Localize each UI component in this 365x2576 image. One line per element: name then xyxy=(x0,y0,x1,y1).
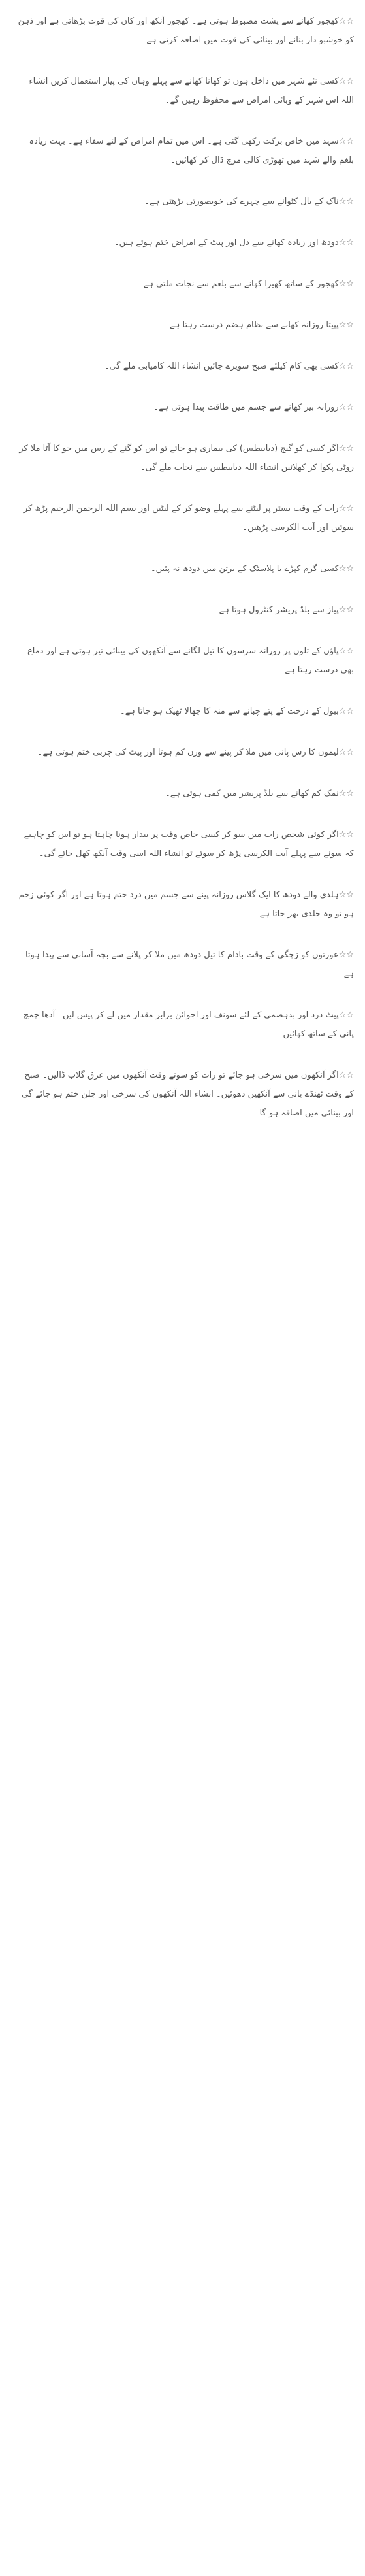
tip-text: دودھ اور زیادہ کھانے سے دل اور پیٹ کے امراض ختم ہوتے ہیں۔ xyxy=(114,238,339,248)
star-marker-icon: ☆☆ xyxy=(338,1010,354,1020)
tip-item xyxy=(15,642,354,680)
tip-text: کسی گرم کپڑے یا پلاسٹک کے برتن میں دودھ نہ پئیں۔ xyxy=(150,564,339,574)
star-marker-icon: ☆☆ xyxy=(338,320,354,330)
star-marker-icon: ☆☆ xyxy=(338,950,354,960)
tip-item xyxy=(15,192,354,211)
tip-item xyxy=(15,743,354,762)
tip-text: کسی نئے شہر میں داخل ہوں تو کھانا کھانے سے پہلے وہاں کی پیاز استعمال کریں انشاء اللہ اس شہر کے وبائی امراض سے محفوظ رہیں گے۔ xyxy=(29,76,354,105)
tip-item xyxy=(15,12,354,50)
star-marker-icon: ☆☆ xyxy=(338,564,354,574)
star-marker-icon: ☆☆ xyxy=(338,444,354,454)
tip-item xyxy=(15,1066,354,1123)
tip-text: لیموں کا رس پانی میں ملا کر پینے سے وزن کم ہوتا اور پیٹ کی چربی ختم ہوتی ہے۔ xyxy=(37,748,339,757)
tip-item xyxy=(15,946,354,983)
star-marker-icon: ☆☆ xyxy=(338,748,354,757)
tip-text: ببول کے درخت کے پتے چبانے سے منہ کا چھالا ٹھیک ہو جاتا ہے۔ xyxy=(119,706,339,716)
tip-text: پاؤں کے تلوں پر روزانہ سرسوں کا تیل لگانے سے آنکھوں کی بینائی تیز ہوتی ہے اور دماغ بھی درست رہتا ہے۔ xyxy=(27,646,354,675)
star-marker-icon: ☆☆ xyxy=(338,890,354,900)
tip-item xyxy=(15,601,354,619)
tip-item xyxy=(15,439,354,477)
tip-text: ہلدی والے دودھ کا ایک گلاس روزانہ پینے سے جسم میں درد ختم ہوتا ہے اور اگر کوئی زخم ہو تو وہ جلدی بھر جاتا ہے۔ xyxy=(18,890,354,919)
star-marker-icon: ☆☆ xyxy=(338,403,354,412)
tip-item xyxy=(15,274,354,293)
star-marker-icon: ☆☆ xyxy=(338,361,354,371)
tip-text: کھجور کھانے سے پشت مضبوط ہوتی ہے۔ کھجور آنکھ اور کان کی قوت بڑھاتی ہے اور ذہن کو خوشبو دار بنانے اور بینائی کی قوت میں اضافہ کرتی ہے xyxy=(18,16,354,45)
tip-text: پیٹ درد اور بدہضمی کے لئے سونف اور اجوائن برابر مقدار میں لے کر پیس لیں۔ آدھا چمچ پانی کے ساتھ کھائیں۔ xyxy=(23,1010,354,1039)
star-marker-icon: ☆☆ xyxy=(338,504,354,514)
star-marker-icon: ☆☆ xyxy=(338,197,354,206)
tip-item xyxy=(15,233,354,252)
star-marker-icon: ☆☆ xyxy=(338,238,354,248)
tip-item xyxy=(15,784,354,803)
tip-item xyxy=(15,72,354,110)
tip-item xyxy=(15,499,354,537)
tip-text: کھجور کے ساتھ کھیرا کھانے سے بلغم سے نجات ملتی ہے۔ xyxy=(138,279,339,289)
tip-item xyxy=(15,1006,354,1044)
star-marker-icon: ☆☆ xyxy=(338,789,354,799)
tip-text: رات کے وقت بستر پر لیٹنے سے پہلے وضو کر کے لیٹیں اور بسم اللہ الرحمن الرحیم پڑھ کر سوئیں اور آیت الکرسی پڑھیں۔ xyxy=(23,504,354,533)
tip-item xyxy=(15,825,354,863)
tip-text: روزانہ بیر کھانے سے جسم میں طاقت پیدا ہوتی ہے۔ xyxy=(153,403,339,412)
tip-text: پیاز سے بلڈ پریشر کنٹرول ہوتا ہے۔ xyxy=(214,605,339,615)
tips-list xyxy=(0,12,365,1145)
tip-text: ناک کے بال کٹوانے سے چہرے کی خوبصورتی بڑھتی ہے۔ xyxy=(144,197,339,206)
tip-text: شہد میں خاص برکت رکھی گئی ہے۔ اس میں تمام امراض کے لئے شفاء ہے۔ بہت زیادہ بلغم والے شہد میں تھوڑی کالی مرچ ڈال کر کھائیں۔ xyxy=(29,137,354,165)
tip-item xyxy=(15,702,354,721)
star-marker-icon: ☆☆ xyxy=(338,830,354,840)
tip-text: پپیتا روزانہ کھانے سے نظام ہضم درست رہتا ہے۔ xyxy=(165,320,339,330)
star-marker-icon: ☆☆ xyxy=(338,76,354,86)
tip-text: عورتوں کو زچگی کے وقت بادام کا تیل دودھ میں ملا کر پلانے سے بچہ آسانی سے پیدا ہوتا ہے۔ xyxy=(25,950,354,979)
star-marker-icon: ☆☆ xyxy=(338,605,354,615)
star-marker-icon: ☆☆ xyxy=(338,1070,354,1080)
tip-item xyxy=(15,398,354,417)
tip-text: اگر کسی کو گنج (ذیابیطس) کی بیماری ہو جائے تو اس کو گنے کے رس میں جو کا آٹا ملا کر روٹی پکوا کر کھلائیں انشاء اللہ ذیابیطس سے نجات ملے گی۔ xyxy=(19,444,354,472)
tip-text: اگر آنکھوں میں سرخی ہو جائے تو رات کو سوتے وقت آنکھوں میں عرق گلاب ڈالیں۔ صبح کے وقت ٹھنڈے پانی سے آنکھیں دھوئیں۔ انشاء اللہ آنکھوں کی سرخی اور جلن ختم ہو جائے گی اور بینائی میں اضافہ ہو گا۔ xyxy=(21,1070,354,1118)
tip-text: اگر کوئی شخص رات میں سو کر کسی خاص وقت پر بیدار ہونا چاہتا ہو تو اس کو چاہیے کہ سونے سے پہلے آیت الکرسی پڑھ کر سوئے تو انشاء اللہ اسی وقت آنکھ کھل جائے گی۔ xyxy=(24,830,354,859)
star-marker-icon: ☆☆ xyxy=(338,646,354,656)
tip-item xyxy=(15,559,354,578)
star-marker-icon: ☆☆ xyxy=(338,706,354,716)
tip-text: کسی بھی کام کیلئے صبح سویرے جائیں انشاء اللہ کامیابی ملے گی۔ xyxy=(104,361,339,371)
star-marker-icon: ☆☆ xyxy=(338,16,354,26)
tip-item xyxy=(15,316,354,335)
tip-item xyxy=(15,132,354,170)
tip-item xyxy=(15,357,354,376)
tip-item xyxy=(15,885,354,923)
tip-text: نمک کم کھانے سے بلڈ پریشر میں کمی ہوتی ہے۔ xyxy=(165,789,339,799)
star-marker-icon: ☆☆ xyxy=(338,279,354,289)
star-marker-icon: ☆☆ xyxy=(338,137,354,146)
